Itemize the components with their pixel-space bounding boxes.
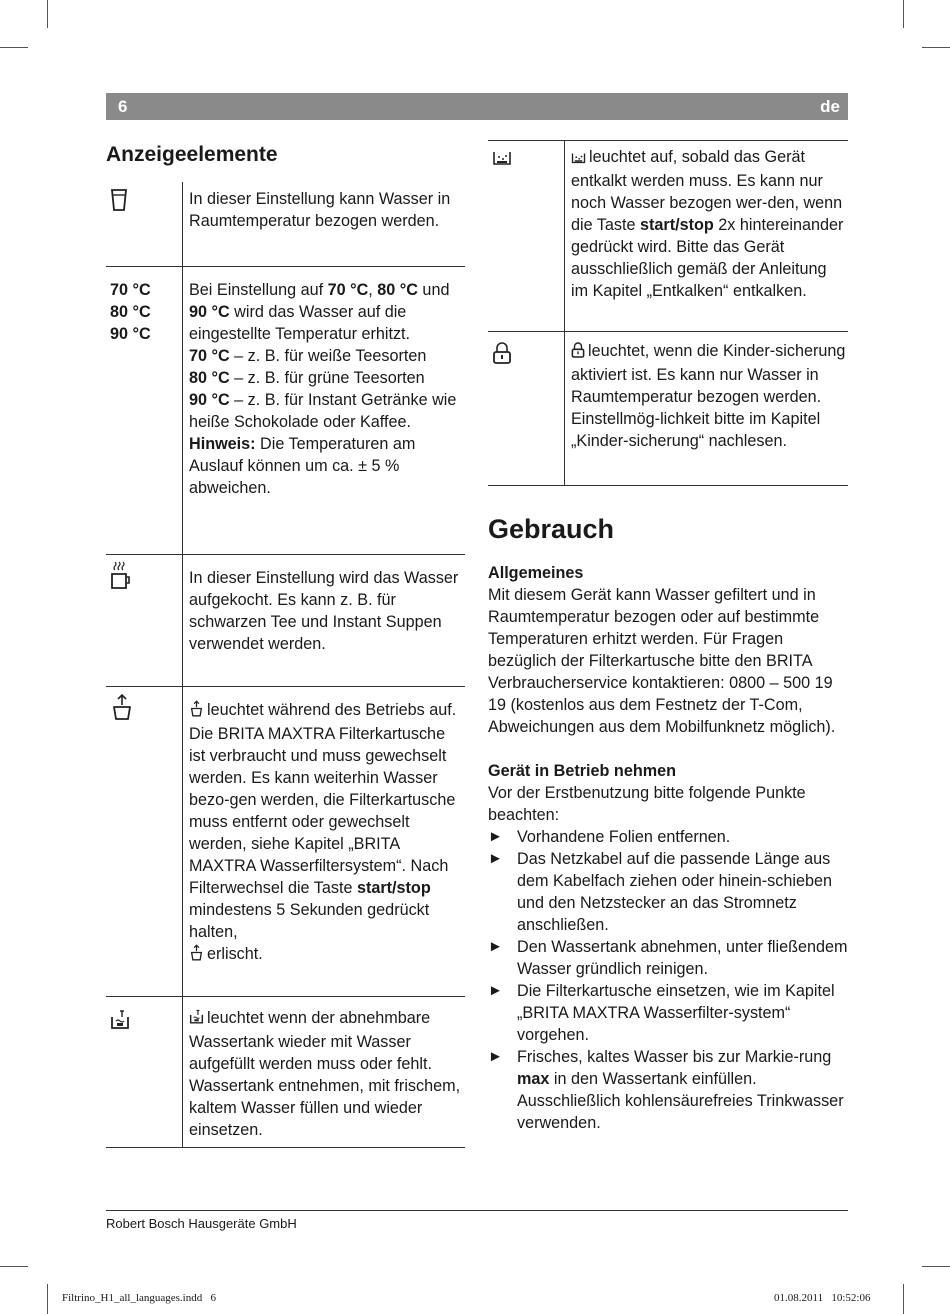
language-code: de [820, 96, 840, 116]
room-temperature-description: In dieser Einstellung kann Wasser in Raumtemperatur bezogen werden. [189, 190, 451, 230]
filter-description: leuchtet während des Betriebs auf. Die BRITA MAXTRA Filterkartusche ist verbraucht und muss gewechselt werden. Es kann weiterhin Wasser bezo-gen werden, die Filterkartusche muss entfernt oder gewechselt werden, siehe Kapitel „BRITA MAXTRA Wasserfiltersystem“. Nach Filterwechsel die Taste start/stop mindestens 5 Sekunden gedrückt halten, [189, 701, 457, 941]
table-row-room-temperature [106, 182, 465, 267]
crop-mark [903, 0, 904, 28]
bullet-arrow-icon: ► [488, 1048, 503, 1065]
descale-icon [492, 150, 512, 166]
section-title-usage: Gebrauch [488, 514, 615, 544]
crop-mark [0, 1266, 28, 1267]
filter-cartridge-icon [110, 693, 134, 721]
table-row-water-tank [106, 997, 465, 1148]
status-icons-table [488, 140, 848, 486]
table-row-descale [488, 141, 848, 332]
filter-cartridge-icon [189, 700, 204, 723]
bullet-arrow-icon: ► [488, 982, 503, 999]
footer-company: Robert Bosch Hausgeräte GmbH [106, 1216, 297, 1231]
crop-mark [47, 1284, 48, 1314]
bullet-arrow-icon: ► [488, 938, 503, 955]
filter-cartridge-icon [189, 944, 204, 967]
left-column [106, 140, 465, 1148]
lock-icon [492, 342, 512, 364]
temp-label-90: 90 °C [110, 325, 151, 343]
section-title-display-elements: Anzeigeelemente [106, 143, 278, 166]
steaming-mug-icon [110, 561, 132, 591]
start-up-intro: Vor der Erstbenutzung bitte folgende Punkte beachten: [488, 784, 806, 824]
temperature-hint: Hinweis: Die Temperaturen am Auslauf können um ca. ± 5 % abweichen. [189, 435, 416, 497]
table-row-boiling [106, 555, 465, 687]
crop-mark [922, 1266, 950, 1267]
list-item: ► Vorhandene Folien entfernen. [488, 828, 731, 846]
water-tank-description: leuchtet wenn der abnehmbare Wassertank wieder mit Wasser aufgefüllt werden muss oder fehlt. Wassertank entnehmen, mit frischem, kaltem Wasser füllen und wieder einsetzen. [189, 1009, 461, 1139]
footer-divider [106, 1210, 848, 1211]
descale-icon [571, 148, 586, 170]
crop-mark [0, 47, 28, 48]
water-tank-icon [189, 1009, 204, 1031]
bullet-arrow-icon: ► [488, 828, 503, 845]
general-paragraph: Mit diesem Gerät kann Wasser gefiltert und in Raumtemperatur bezogen oder auf bestimmte Temperaturen erhitzt werden. Für Fragen bezüglich der Filterkartusche bitte den BRITA Verbraucherservice kontaktieren: 0800 – 500 19 19 (kostenlos aus dem Festnetz der T-Com, Abweichungen aus dem Mobilfunknetz möglich). [488, 586, 836, 736]
print-slug-file: Filtrino_H1_all_languages.indd 6 [62, 1292, 216, 1304]
table-row-filter [106, 687, 465, 997]
table-row-child-lock [488, 332, 848, 486]
bullet-arrow-icon: ► [488, 850, 503, 867]
table-row-temperatures [106, 267, 465, 555]
filter-off-note: erlischt. [189, 943, 463, 967]
start-up-steps [488, 826, 848, 1134]
page-number: 6 [118, 96, 128, 116]
temperature-intro: Bei Einstellung auf 70 °C, 80 °C und 90 °C wird das Wasser auf die eingestellte Temperatur erhitzt. [189, 281, 450, 343]
list-item: ► Frisches, kaltes Wasser bis zur Markie-rung max in den Wassertank einfüllen. Ausschließlich kohlensäurefreies Trinkwasser verwenden. [488, 1048, 844, 1132]
temp-80-usage: 80 °C – z. B. für grüne Teesorten [189, 369, 425, 387]
list-item: ► Den Wassertank abnehmen, unter fließendem Wasser gründlich reinigen. [488, 938, 848, 978]
right-column [488, 140, 848, 1134]
temp-90-usage: 90 °C – z. B. für Instant Getränke wie heiße Schokolade oder Kaffee. [189, 391, 457, 431]
crop-mark [922, 47, 950, 48]
subhead-general: Allgemeines [488, 564, 584, 582]
temp-label-80: 80 °C [110, 303, 151, 321]
lock-icon [571, 342, 585, 364]
child-lock-description: leuchtet, wenn die Kinder-sicherung aktiviert ist. Es kann nur Wasser in Raumtemperatur bezogen werden. Einstellmög-lichkeit bitte im Kapitel „Kinder-sicherung“ nachlesen. [571, 342, 846, 450]
water-tank-icon [110, 1009, 130, 1031]
list-item: ► Die Filterkartusche einsetzen, wie im Kapitel „BRITA MAXTRA Wasserfilter-system“ vorgehen. [488, 982, 835, 1044]
print-slug-timestamp: 01.08.2011 10:52:06 [774, 1292, 871, 1304]
boiling-description: In dieser Einstellung wird das Wasser aufgekocht. Es kann z. B. für schwarzen Tee und Instant Suppen verwendet werden. [189, 569, 459, 653]
subhead-start-up: Gerät in Betrieb nehmen [488, 762, 676, 780]
crop-mark [47, 0, 48, 28]
descale-description: leuchtet auf, sobald das Gerät entkalkt werden muss. Es kann nur noch Wasser bezogen wer-den, wenn die Taste start/stop 2x hintereinander gedrückt wird. Bitte das Gerät ausschließlich gemäß der Anleitung im Kapitel „Entkalken“ entkalken. [571, 148, 844, 300]
crop-mark [903, 1284, 904, 1314]
page-header-bar [106, 93, 848, 120]
temp-70-usage: 70 °C – z. B. für weiße Teesorten [189, 347, 427, 365]
list-item: ► Das Netzkabel auf die passende Länge aus dem Kabelfach ziehen oder hinein-schieben und den Netzstecker an das Stromnetz anschließen. [488, 850, 832, 934]
cup-icon [110, 188, 128, 212]
temp-label-70: 70 °C [110, 281, 151, 299]
